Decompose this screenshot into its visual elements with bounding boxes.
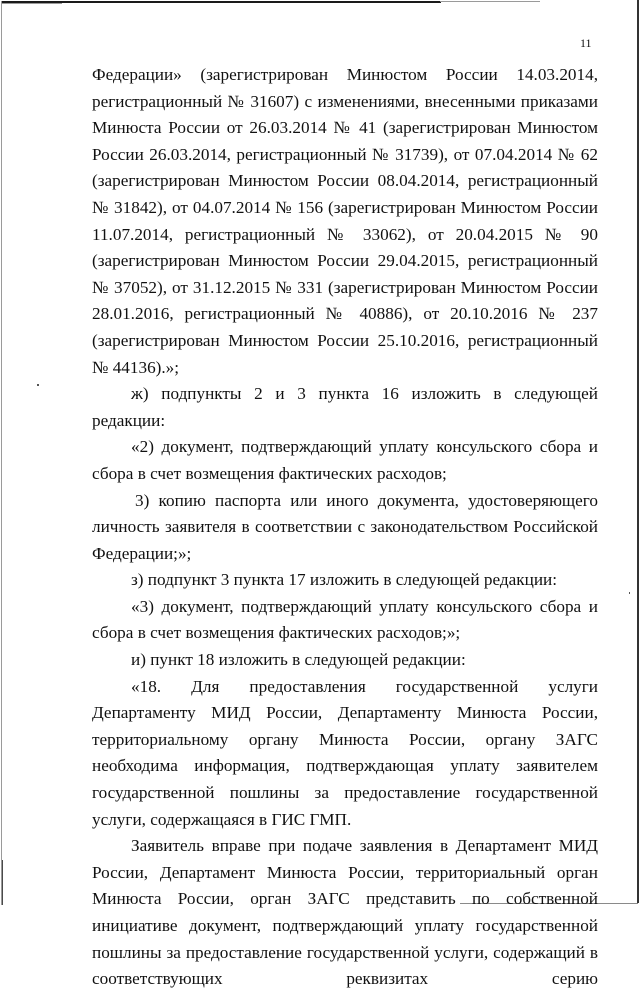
paragraph-applicant-right: Заявитель вправе при подаче заявления в Департамент МИД России, Департамент Минюста России, территориальный орган Минюста России, орган ЗАГС представить по собственной инициативе документ, подтверждающий уплату государственной пошлины за предоставление государственной услуги, содержащий в соответствующих реквизитах серию (92, 836, 598, 989)
scan-edge-top-shade (2, 3, 62, 4)
scan-speck (37, 384, 39, 386)
paragraph-subitem-3: 3) копию паспорта или иного документа, удостоверяющего личность заявителя в соответствии с законодательством Российской Федерации;»; (92, 490, 598, 563)
paragraph-subitem-2: «2) документ, подтверждающий уплату консульского сбора и сбора в счет возмещения фактических расходов; (92, 437, 598, 483)
paragraph-point-18: «18. Для предоставления государственной услуги Департаменту МИД России, Департаменту Минюста России, территориальному органу Минюста России, органу ЗАГС необходима информация, подтверждающая уплату заявителем государственной пошлины за предоставление государственной услуги, содержащаяся в ГИС ГМП. (92, 676, 598, 829)
scan-edge-left (1, 1, 2, 905)
paragraph-item-zh: ж) подпункты 2 и 3 пункта 16 изложить в следующей редакции: (92, 384, 598, 430)
paragraph-subitem-3-new: «3) документ, подтверждающий уплату консульского сбора и сбора в счет возмещения фактических расходов;»; (92, 596, 598, 643)
paragraph-continuation: Федерации» (зарегистрирован Минюстом России 14.03.2014, регистрационный № 31607) с изменениями, внесенными приказами Минюста России от 26.03.2014 № 41 (зарегистрирован Минюстом России 26.03.2014, регистрационный № 31739), от 07.04.2014 № 62 (зарегистрирован Минюстом России 08.04.2014, регистрационный № 31842), от 04.07.2014 № 156 (зарегистрирован Минюстом России 11.07.2014, регистрационный № 33062), от 20.04.2015 № 90 (зарегистрирован Минюстом России 29.04.2015, регистрационный № 37052), от 31.12.2015 № 331 (зарегистрирован Минюстом России 28.01.2016, регистрационный № 40886), от 20.10.2016 № 237 (зарегистрирован Минюстом России 25.10.2016, регистрационный № 44136).»; (92, 65, 598, 377)
scan-edge-top (1, 1, 441, 3)
document-body (92, 62, 598, 993)
scan-speck (629, 592, 630, 594)
paragraph-item-z: з) подпункт 3 пункта 17 изложить в следующей редакции: (131, 570, 558, 590)
scan-edge-left-dark (2, 860, 3, 905)
page-number: 11 (580, 36, 592, 50)
scan-edge-top-light (440, 1, 540, 2)
paragraph-item-i: и) пункт 18 изложить в следующей редакции: (131, 650, 466, 670)
scan-edge-right (637, 0, 639, 903)
